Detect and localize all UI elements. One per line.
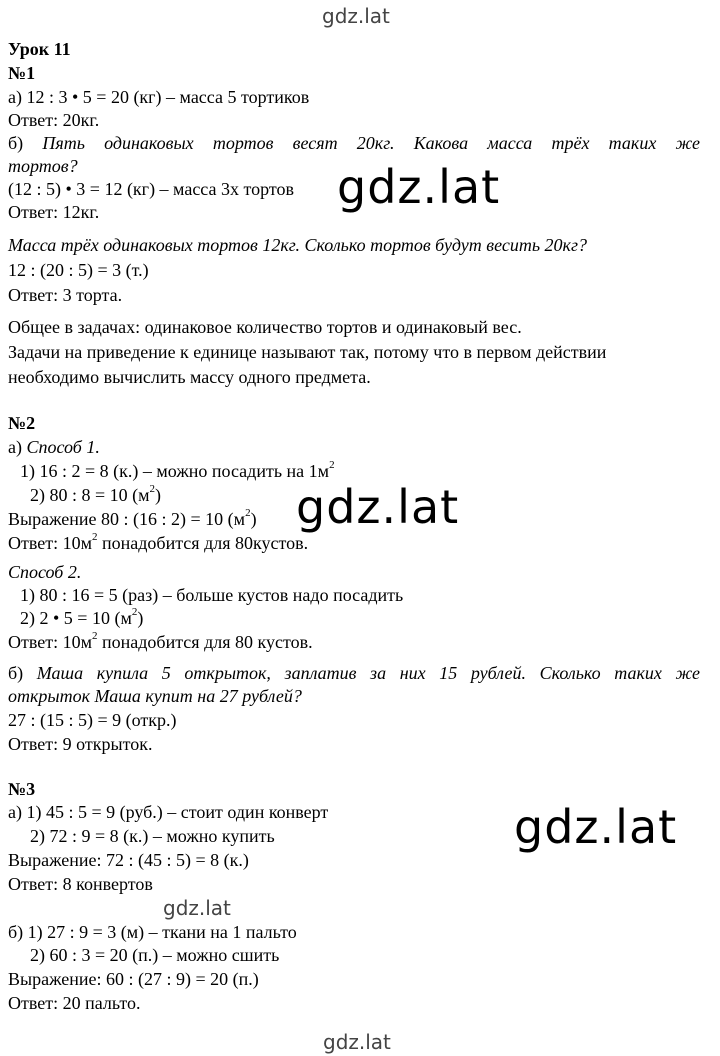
solution-line: 2) 72 : 9 = 8 (к.) – можно купить bbox=[30, 826, 275, 846]
lesson-title: Урок 11 bbox=[8, 39, 71, 59]
item-label: б) bbox=[8, 133, 43, 153]
watermark: gdz.lat bbox=[322, 4, 390, 28]
solution-line: 1) 80 : 16 = 5 (раз) – больше кустов надо посадить bbox=[20, 585, 404, 605]
paragraph-line: Общее в задачах: одинаковое количество тортов и одинаковый вес. bbox=[8, 317, 522, 337]
answer-line: Ответ: 9 открыток. bbox=[8, 734, 153, 754]
expression-line: Выражение: 72 : (45 : 5) = 8 (к.) bbox=[8, 850, 249, 870]
paragraph-line: необходимо вычислить массу одного предмета. bbox=[8, 367, 371, 387]
watermark: gdz.lat bbox=[296, 480, 460, 534]
expression-line: Выражение: 60 : (27 : 9) = 20 (п.) bbox=[8, 969, 259, 989]
item-label: а) bbox=[8, 437, 27, 457]
solution-line: 12 : (20 : 5) = 3 (т.) bbox=[8, 260, 149, 280]
answer-line: Ответ: 20кг. bbox=[8, 110, 100, 130]
task-number: №1 bbox=[8, 63, 36, 83]
solution-line: 27 : (15 : 5) = 9 (откр.) bbox=[8, 710, 177, 730]
answer-line: Ответ: 20 пальто. bbox=[8, 993, 141, 1013]
solution-line: 2) 60 : 3 = 20 (п.) – можно сшить bbox=[30, 945, 280, 965]
task-text: Пять одинаковых тортов весят 20кг. Какова масса трёх таких же bbox=[42, 133, 701, 153]
answer-line: Ответ: $10м^2$ понадобится для 80кустов. bbox=[8, 531, 309, 553]
solution-line: 2) 80 : 8 = 10 $(м^2)$ bbox=[30, 483, 162, 505]
task-text-line: Масса трёх одинаковых тортов 12кг. Сколько тортов будут весить 20кг? bbox=[8, 235, 587, 255]
watermark: gdz.lat bbox=[337, 160, 501, 214]
watermark: gdz.lat bbox=[323, 1030, 391, 1054]
task-text-line: открыток Маша купит на 27 рублей? bbox=[8, 686, 302, 706]
solution-line: 1) 16 : 2 = 8 (к.) – можно посадить на $1м^2$ bbox=[20, 459, 335, 481]
answer-line: Ответ: 8 конвертов bbox=[8, 874, 153, 894]
solution-line: (12 : 5) • 3 = 12 (кг) – масса 3х тортов bbox=[8, 179, 295, 199]
task-text: Маша купила 5 открыток, заплатив за них 15 рублей. Сколько таких же bbox=[36, 663, 700, 683]
paragraph-line: Задачи на приведение к единице называют так, потому что в первом действии bbox=[8, 342, 607, 362]
task-number: №2 bbox=[8, 413, 36, 433]
answer-line: Ответ: 3 торта. bbox=[8, 285, 123, 305]
expression-line: Выражение 80 : (16 : 2) = 10 $(м^2)$ bbox=[8, 507, 257, 529]
answer-line: Ответ: $10м^2$ понадобится для 80 кустов. bbox=[8, 630, 313, 652]
solution-line: а) 1) 45 : 5 = 9 (руб.) – стоит один конверт bbox=[8, 802, 329, 822]
task-text-line: тортов? bbox=[8, 156, 78, 176]
watermark: gdz.lat bbox=[163, 896, 231, 920]
task-text-line bbox=[8, 132, 700, 154]
watermark: gdz.lat bbox=[514, 800, 678, 854]
method-heading bbox=[8, 436, 100, 458]
method-label: Способ 1. bbox=[26, 437, 100, 457]
task-number: №3 bbox=[8, 779, 36, 799]
solution-line: б) 1) 27 : 9 = 3 (м) – ткани на 1 пальто bbox=[8, 922, 297, 942]
answer-line: Ответ: 12кг. bbox=[8, 202, 100, 222]
solution-line: а) 12 : 3 • 5 = 20 (кг) – масса 5 тортиков bbox=[8, 87, 310, 107]
solution-line: 2) 2 • 5 = 10 $(м^2)$ bbox=[20, 606, 144, 628]
method-label: Способ 2. bbox=[8, 562, 82, 582]
item-label: б) bbox=[8, 663, 37, 683]
task-text-line bbox=[8, 662, 700, 684]
